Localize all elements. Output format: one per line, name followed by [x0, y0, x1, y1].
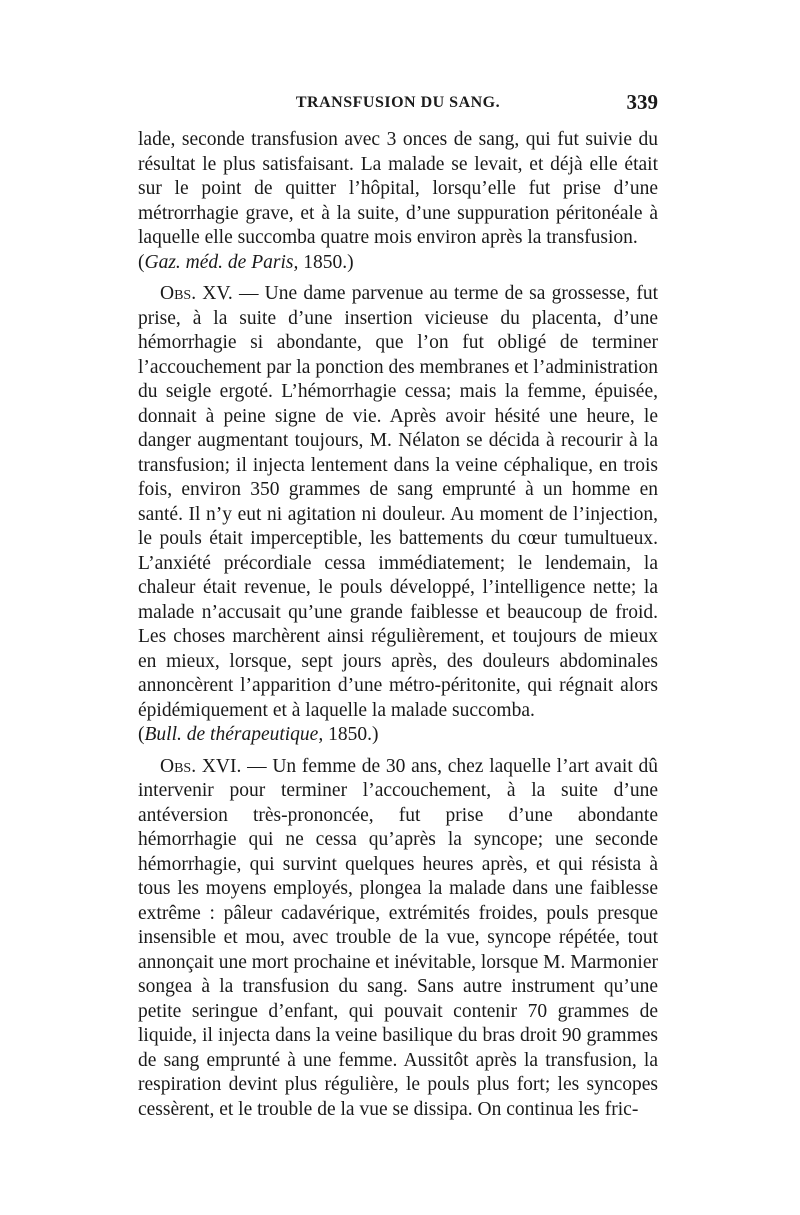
citation-year: 1850.)	[298, 251, 354, 273]
paragraph-continuation	[138, 128, 658, 275]
citation-year: 1850.)	[323, 724, 379, 745]
page-number: 339	[626, 90, 658, 114]
citation-title: Gaz. méd. de Paris,	[144, 251, 299, 273]
paragraph-text: lade, seconde transfusion avec 3 onces de sang, qui fut suivie du résultat le plus satisfaisant. La malade se levait, et déjà elle était sur le point de quitter l’hôpital, lorsqu’elle fut prise d’une métrorrhagie grave, et à la suite, d’une suppuration péritonéale à laquelle elle succomba quatre mois environ après la transfusion.	[138, 129, 658, 248]
observation-label: Obs. XVI.	[160, 755, 242, 777]
running-title: TRANSFUSION DU SANG.	[295, 94, 501, 111]
observation-text: — Une dame parvenue au terme de sa grossesse, fut prise, à la suite d’une insertion vicieuse du placenta, d’une hémorrhagie si abondante, que l’on fut obligé de terminer l’accouchement par la ponction des membranes et l’administration du seigle ergoté. L’hémorrhagie cessa; mais la femme, épuisée, donnait à peine signe de vie. Après avoir hésité une heure, le danger augmentant toujours, M. Nélaton se décida à recourir à la transfusion; il injecta lentement dans la veine céphalique, en trois fois, environ 350 grammes de sang emprunté à un homme en santé. Il n’y eut ni agitation ni douleur. Au moment de l’injection, le pouls était imperceptible, les battements du cœur tumultueux. L’anxiété précordiale cessa immédiatement; le lendemain, la chaleur était revenue, le pouls développé, l’intelligence nette; la malade n’accusait qu’une grande faiblesse et beaucoup de froid. Les choses marchèrent ainsi régulièrement, et toujours de mieux en mieux, lorsque, sept jours après, des douleurs abdominales annoncèrent l’apparition d’une métro-péritonite, qui régnait alors épidémiquement et à laquelle la malade succomba.	[138, 283, 658, 721]
observation-label: Obs. XV.	[160, 283, 233, 304]
citation-open: (	[138, 724, 145, 745]
citation-title: Bull. de thérapeutique,	[144, 724, 324, 745]
observation-xvi	[138, 755, 658, 1123]
citation-open: (	[138, 251, 145, 273]
observation-text: — Un femme de 30 ans, chez laquelle l’art avait dû intervenir pour terminer l’accouchement, à la suite d’une antéversion très-prononcée, fut prise d’une abondante hémorrhagie qui ne cessa qu’après la syncope; une seconde hémorrhagie, qui survint quelques heures après, et qui résista à tous les moyens employés, plongea la malade dans une faiblesse extrême : pâleur cadavérique, extrémités froides, pouls presque insensible et mou, avec trouble de la vue, syncope répétée, tout annonçait une mort prochaine et inévitable, lorsque M. Marmonier songea à la transfusion du sang. Sans autre instrument qu’une petite seringue d’enfant, qui pouvait contenir 70 grammes de liquide, il injecta dans la veine basilique du bras droit 90 grammes de sang emprunté à une femme. Aussitôt après la transfusion, la respiration devint plus régulière, le pouls plus fort; les syncopes cessèrent, et le trouble de la vue se dissipa. On continua les fric-	[138, 755, 658, 1120]
body-text	[138, 128, 658, 1122]
observation-xv	[138, 282, 658, 748]
page-header	[138, 90, 658, 124]
